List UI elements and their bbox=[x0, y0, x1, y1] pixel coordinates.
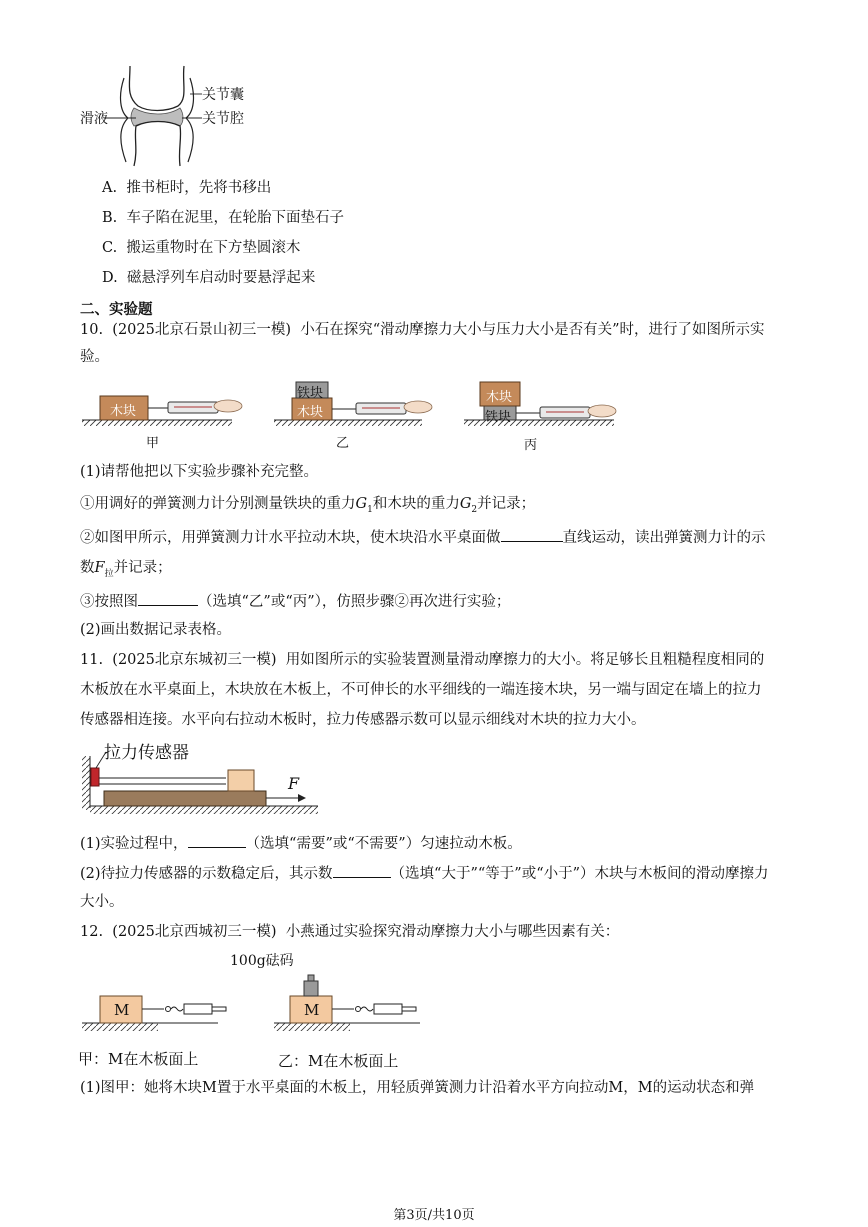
option-letter: A. bbox=[102, 180, 118, 196]
option-letter: B. bbox=[102, 210, 118, 226]
question-text: 小石在探究“滑动摩擦力大小与压力大小是否有关”时，进行了如图所示实 bbox=[300, 322, 765, 338]
q11-figure bbox=[80, 738, 330, 818]
joint-diagram bbox=[78, 62, 278, 170]
q11-part2-cont: 大小。 bbox=[80, 894, 124, 910]
part-text: (1)实验过程中， bbox=[80, 836, 188, 852]
q10-experiment-diagram bbox=[78, 378, 658, 453]
label-joint-capsule: 关节囊 bbox=[202, 87, 244, 103]
q10-step1 bbox=[80, 494, 535, 520]
q10-stem-cont: 验。 bbox=[80, 349, 109, 365]
block-m-label-1: M bbox=[114, 1001, 130, 1019]
part-text: （选填“大于”“等于”或“小于”）木块与木板间的滑动摩擦力 bbox=[390, 866, 769, 882]
q11-stem-line2: 木板放在水平桌面上，木块放在木板上，不可伸长的水平细线的一端连接木块，另一端与固定在墙上的拉力 bbox=[80, 682, 762, 698]
q12-stem bbox=[80, 922, 619, 942]
q11-stem-line3: 传感器相连接。水平向右拉动木板时，拉力传感器示数可以显示细线对木块的拉力大小。 bbox=[80, 712, 646, 728]
question-source: (2025北京东城初三一模) bbox=[112, 652, 277, 668]
step-text: 数 bbox=[80, 560, 95, 576]
part-text: (2)待拉力传感器的示数稳定后，其示数 bbox=[80, 866, 333, 882]
caption-yi: 乙 bbox=[336, 436, 350, 451]
step-text: ①用调好的弹簧测力计分别测量铁块的重力 bbox=[80, 496, 356, 512]
q12-part1: (1)图甲：她将木块M置于水平桌面的木板上，用轻质弹簧测力计沿着水平方向拉动M，M的运动状态和弹 bbox=[80, 1080, 755, 1096]
q9-option-d bbox=[102, 268, 315, 288]
q11-part1 bbox=[80, 832, 522, 854]
symbol-g: G bbox=[459, 496, 472, 512]
step-text: （选填“乙”或“丙”），仿照步骤②再次进行实验； bbox=[198, 594, 511, 610]
answer-blank[interactable] bbox=[188, 832, 246, 848]
block-label-3: 木块 bbox=[486, 390, 513, 405]
iron-label-2: 铁块 bbox=[297, 386, 324, 401]
option-text: 搬运重物时在下方垫圆滚木 bbox=[126, 240, 301, 256]
caption-yi: 乙：M在木板面上 bbox=[278, 1052, 399, 1070]
step-text: 并记录； bbox=[113, 560, 172, 576]
q10-figure bbox=[78, 378, 658, 453]
caption-jia: 甲 bbox=[146, 436, 160, 451]
page-footer: 第3页/共10页 bbox=[393, 1208, 475, 1223]
iron-label-3: 铁块 bbox=[485, 410, 512, 425]
section-heading: 二、实验题 bbox=[80, 302, 153, 318]
step-text: ③按照图 bbox=[80, 594, 138, 610]
step-text: 并记录； bbox=[477, 496, 536, 512]
block-label-2: 木块 bbox=[297, 405, 324, 420]
answer-blank[interactable] bbox=[501, 526, 563, 542]
label-joint-cavity: 关节腔 bbox=[202, 111, 244, 127]
q10-part1: (1)请帮他把以下实验步骤补充完整。 bbox=[80, 464, 319, 480]
symbol-sub: 拉 bbox=[104, 568, 114, 579]
q10-step2-cont bbox=[80, 558, 172, 584]
q12-figure bbox=[78, 948, 438, 1072]
q10-step2 bbox=[80, 526, 766, 548]
step-text: 直线运动，读出弹簧测力计的示 bbox=[562, 530, 766, 546]
block-label-1: 木块 bbox=[110, 404, 137, 419]
option-text: 车子陷在泥里，在轮胎下面垫石子 bbox=[126, 210, 344, 226]
q10-part2: (2)画出数据记录表格。 bbox=[80, 622, 232, 638]
question-source: (2025北京西城初三一模) bbox=[112, 924, 277, 940]
option-text: 推书柜时，先将书移出 bbox=[126, 180, 272, 196]
weight-label: 100g砝码 bbox=[230, 953, 294, 969]
caption-bing: 丙 bbox=[524, 438, 538, 453]
answer-blank[interactable] bbox=[138, 590, 198, 606]
joint-figure bbox=[78, 62, 278, 170]
symbol-g: G bbox=[355, 496, 368, 512]
question-source: (2025北京石景山初三一模) bbox=[112, 322, 291, 338]
symbol-f: F bbox=[94, 560, 105, 576]
q9-option-a bbox=[102, 178, 271, 198]
block-m-label-2: M bbox=[304, 1001, 320, 1019]
question-number: 11. bbox=[80, 652, 104, 668]
part-text: （选填“需要”或“不需要”）匀速拉动木板。 bbox=[245, 836, 522, 852]
symbol-sub: 2 bbox=[471, 504, 478, 515]
step-text: 和木块的重力 bbox=[372, 496, 460, 512]
option-letter: C. bbox=[102, 240, 118, 256]
caption-jia: 甲：M在木板面上 bbox=[78, 1050, 199, 1068]
label-synovial-fluid: 滑液 bbox=[80, 111, 108, 127]
question-text: 用如图所示的实验装置测量滑动摩擦力的大小。将足够长且粗糙程度相同的 bbox=[285, 652, 765, 668]
q11-part2 bbox=[80, 862, 769, 884]
question-number: 10. bbox=[80, 322, 104, 338]
force-label: F bbox=[288, 774, 300, 793]
symbol-sub: 1 bbox=[367, 504, 373, 515]
q9-option-b bbox=[102, 208, 344, 228]
question-number: 12. bbox=[80, 924, 104, 940]
option-text: 磁悬浮列车启动时要悬浮起来 bbox=[126, 270, 316, 286]
sensor-label: 拉力传感器 bbox=[104, 743, 189, 763]
q10-step3 bbox=[80, 590, 510, 612]
option-letter: D. bbox=[102, 270, 118, 286]
q10-stem bbox=[80, 320, 765, 340]
question-text: 小燕通过实验探究滑动摩擦力大小与哪些因素有关： bbox=[285, 924, 620, 940]
q9-option-c bbox=[102, 238, 300, 258]
q11-stem bbox=[80, 650, 764, 670]
answer-blank[interactable] bbox=[333, 862, 391, 878]
step-text: ②如图甲所示，用弹簧测力计水平拉动木块，使木块沿水平桌面做 bbox=[80, 530, 501, 546]
